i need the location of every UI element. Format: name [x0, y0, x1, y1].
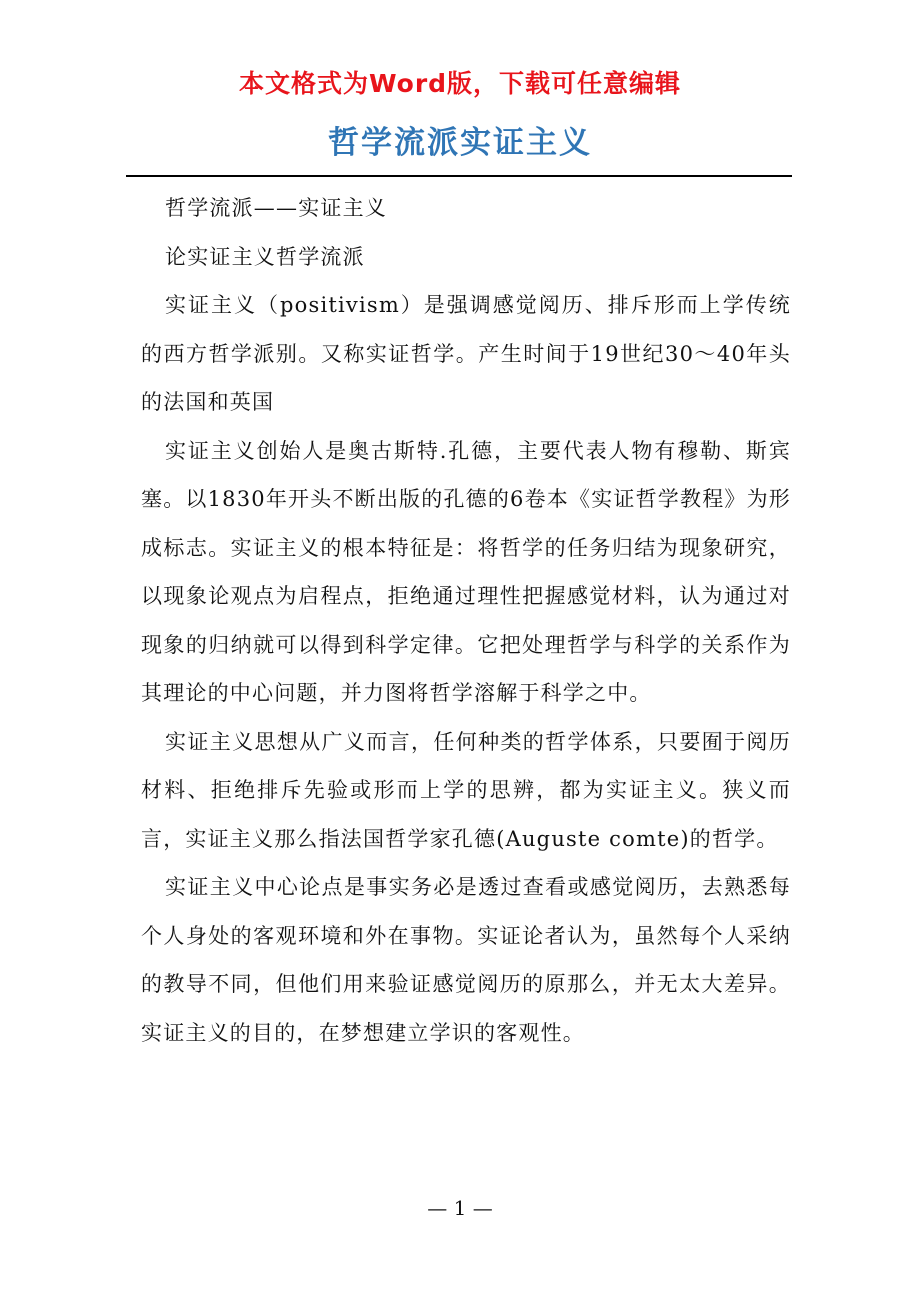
paragraph-heading: 哲学流派——实证主义: [165, 196, 387, 220]
header-rule: [126, 175, 792, 177]
paragraph-broad-narrow: 实证主义思想从广义而言，任何种类的哲学体系，只要囿于阅历材料、拒绝排斥先验或形而上学的思辨，都为实证主义。狭义而言，实证主义那么指法国哲学家孔德(Auguste comte)的哲学。: [141, 729, 791, 851]
paragraph-founder: 实证主义创始人是奥古斯特.孔德，主要代表人物有穆勒、斯宾塞。以1830年开头不断出版的孔德的6卷本《实证哲学教程》为形成标志。实证主义的根本特征是：将哲学的任务归结为现象研究，以现象论观点为启程点，拒绝通过理性把握感觉材料，认为通过对现象的归纳就可以得到科学定律。它把处理哲学与科学的关系作为其理论的中心问题，并力图将哲学溶解于科学之中。: [141, 438, 792, 705]
document-title: 哲学流派实证主义: [328, 125, 592, 161]
document-body: [141, 184, 791, 1057]
page-number: — 1 —: [427, 1196, 493, 1220]
paragraph-central-thesis: 实证主义中心论点是事实务必是透过查看或感觉阅历，去熟悉每个人身处的客观环境和外在事物。实证论者认为，虽然每个人采纳的教导不同，但他们用来验证感觉阅历的原那么，并无太大差异。实证主义的目的，在梦想建立学识的客观性。: [141, 875, 791, 1045]
paragraph-definition: 实证主义（positivism）是强调感觉阅历、排斥形而上学传统的西方哲学派别。又称实证哲学。产生时间于19世纪30～40年头的法国和英国: [141, 293, 791, 414]
paragraph-subheading: 论实证主义哲学流派: [165, 244, 365, 269]
download-banner: 本文格式为Word版，下载可任意编辑: [238, 69, 682, 98]
